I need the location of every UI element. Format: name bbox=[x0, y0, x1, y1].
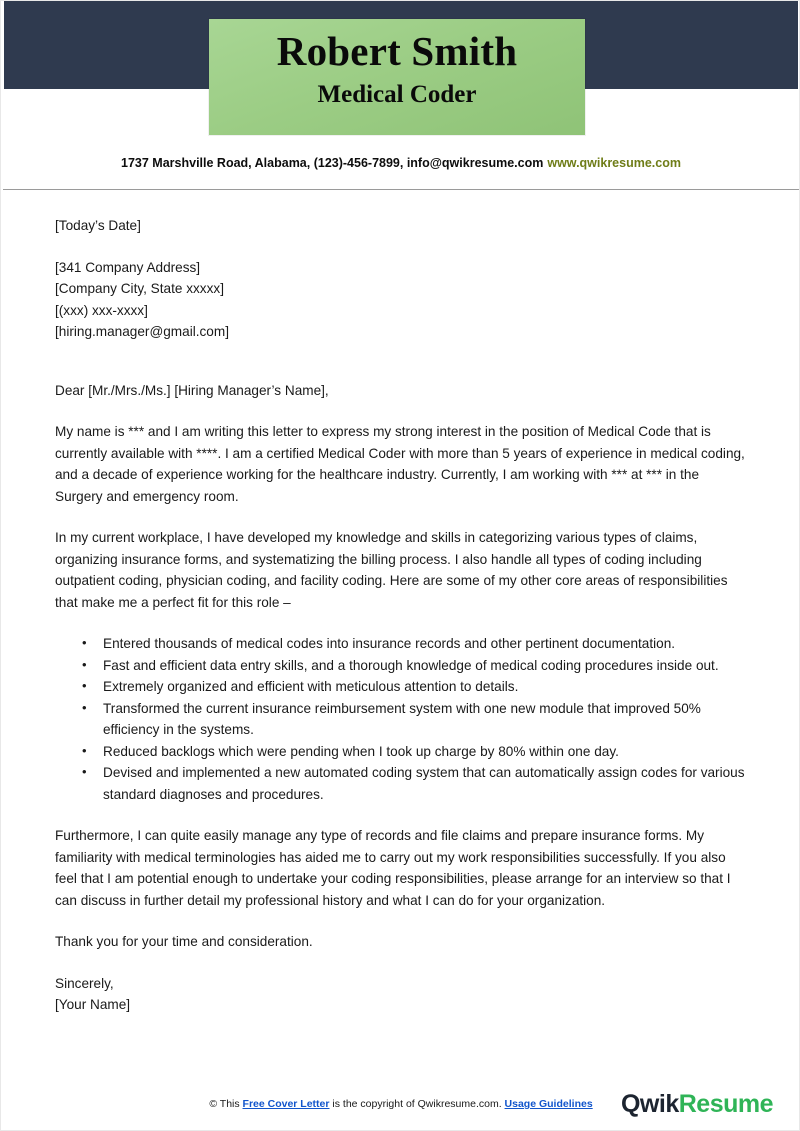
recipient-address-line: [341 Company Address] bbox=[55, 259, 201, 275]
list-item: • Reduced backlogs which were pending when I took up charge by 80% within one day. bbox=[103, 741, 747, 763]
signature-placeholder: [Your Name] bbox=[55, 997, 131, 1012]
recipient-phone-line: [(xxx) xxx-xxxx] bbox=[55, 302, 148, 318]
list-item: • Extremely organized and efficient with meticulous attention to details. bbox=[103, 676, 747, 698]
date-placeholder: [Today’s Date] bbox=[55, 218, 141, 233]
contact-details: 1737 Marshville Road, Alabama, (123)-456-7899, info@qwikresume.com bbox=[121, 156, 544, 170]
candidate-name: Robert Smith bbox=[276, 28, 518, 74]
paragraph-closing: Furthermore, I can quite easily manage any type of records and file claims and prepare insurance forms. My familiarity with medical terminologies has aided me to carry out my work responsibilities successfully. If you also feel that I am potential enough to undertake your coding responsibilities, please arrange for an interview so that I can discuss in further detail my professional history and what I can do for your organization. bbox=[55, 828, 731, 908]
thank-you-line: Thank you for your time and consideration. bbox=[55, 934, 313, 949]
closing-salutation: Sincerely, bbox=[55, 975, 114, 991]
contact-website[interactable]: www.qwikresume.com bbox=[547, 156, 681, 170]
salutation: Dear [Mr./Mrs./Ms.] [Hiring Manager’s Name], bbox=[55, 382, 329, 398]
paragraph-intro: My name is *** and I am writing this letter to express my strong interest in the position of Medical Code that is currently available with ****. I am a certified Medical Coder with more than 5 years of experience in medical coding, and a decade of experience working for the healthcare industry. Currently, I am working with *** at *** in the Surgery and emergency room. bbox=[55, 424, 745, 504]
letter-body bbox=[55, 215, 747, 1016]
responsibility-list bbox=[55, 633, 747, 805]
recipient-city-line: [Company City, State xxxxx] bbox=[55, 281, 224, 296]
recipient-email-line: [hiring.manager@gmail.com] bbox=[55, 324, 229, 339]
qwikresume-logo[interactable] bbox=[621, 1090, 773, 1119]
header-divider bbox=[3, 189, 799, 190]
candidate-job-title: Medical Coder bbox=[317, 81, 477, 109]
list-item: • Transformed the current insurance reimbursement system with one new module that improved 50% efficiency in the systems. bbox=[103, 698, 747, 741]
free-cover-letter-link[interactable]: Free Cover Letter bbox=[242, 1098, 330, 1110]
list-item: • Devised and implemented a new automated coding system that can automatically assign codes for various standard diagnoses and procedures. bbox=[103, 762, 747, 805]
paragraph-experience: In my current workplace, I have developed my knowledge and skills in categorizing various types of claims, organizing insurance forms, and systematizing the billing process. I also handle all types of coding including outpatient coding, physician coding, and facility coding. Here are some of my other core areas of responsibilities that make me a perfect fit for this role – bbox=[55, 530, 728, 610]
recipient-block bbox=[55, 257, 747, 343]
list-item: • Entered thousands of medical codes into insurance records and other pertinent documentation. bbox=[103, 633, 747, 655]
name-plate bbox=[209, 19, 585, 135]
footer-copyright-prefix: © This bbox=[209, 1098, 243, 1110]
logo-text-resume: Resume bbox=[678, 1090, 773, 1118]
date-block bbox=[55, 215, 747, 237]
usage-guidelines-link[interactable]: Usage Guidelines bbox=[504, 1098, 593, 1110]
contact-line bbox=[1, 156, 800, 170]
logo-text-qwik: Qwik bbox=[620, 1090, 679, 1118]
list-item: • Fast and efficient data entry skills, and a thorough knowledge of medical coding procedures inside out. bbox=[103, 655, 747, 677]
footer-copyright-middle: is the copyright of Qwikresume.com. bbox=[329, 1098, 505, 1110]
